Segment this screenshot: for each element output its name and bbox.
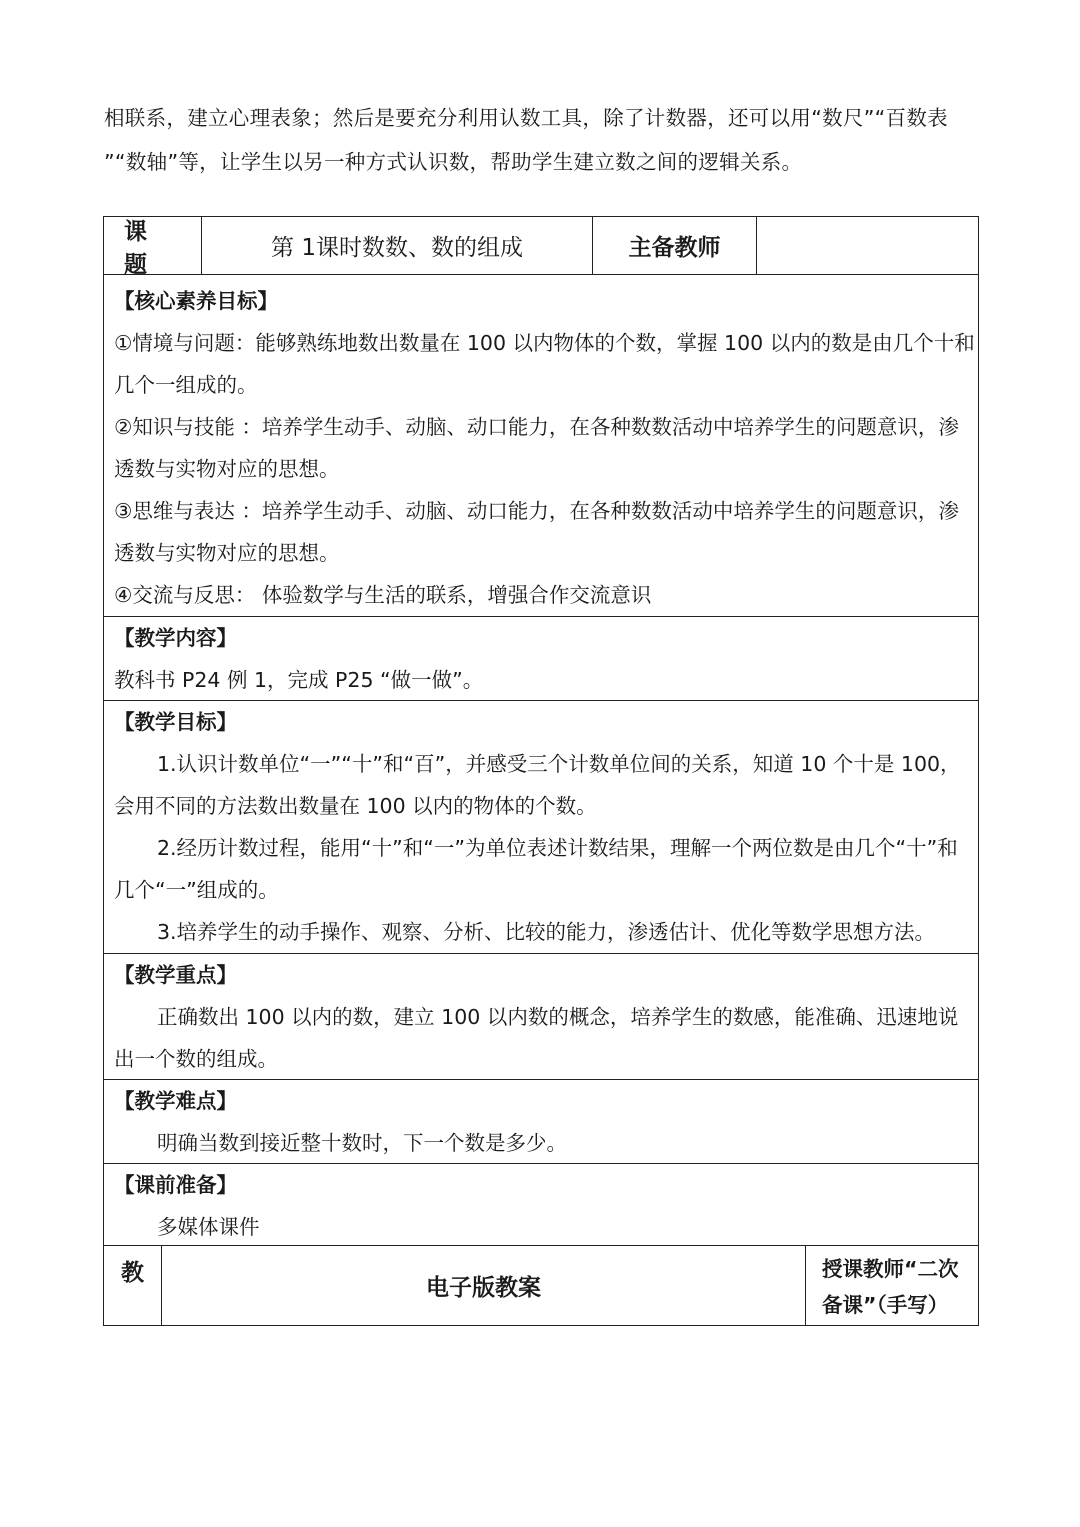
content-title: 【教学内容】 bbox=[114, 626, 237, 650]
intro-paragraph bbox=[104, 96, 984, 184]
core-goals-title: 【核心素养目标】 bbox=[114, 289, 278, 313]
key-points-section bbox=[104, 953, 978, 1079]
objective-item: 2.经历计数过程，能用“十”和“一”为单位表述计数结果，理解一个两位数是由几个“十”和几个“一”组成的。 bbox=[114, 836, 958, 902]
footer-handwritten-note bbox=[806, 1246, 978, 1325]
teacher-label: 主备教师 bbox=[593, 217, 757, 274]
header-row bbox=[104, 217, 978, 278]
core-goal-item: ②知识与技能 ：培养学生动手、动脑、动口能力，在各种数数活动中培养学生的问题意识，渗透数与实物对应的思想。 bbox=[114, 415, 959, 481]
preparation-text: 多媒体课件 bbox=[157, 1215, 260, 1239]
core-goals-section bbox=[104, 274, 978, 616]
core-goal-item: ④交流与反思： 体验数学与生活的联系，增强合作交流意识 bbox=[114, 583, 652, 607]
intro-line-1: 相联系，建立心理表象；然后是要充分利用认数工具，除了计数器，还可以用“数尺”“百数表 bbox=[104, 106, 948, 130]
footer-teach-label: 教 bbox=[104, 1246, 162, 1325]
core-goal-item: ③思维与表达 ：培养学生动手、动脑、动口能力，在各种数数活动中培养学生的问题意识，渗透数与实物对应的思想。 bbox=[114, 499, 959, 565]
footer-note-line-1: 授课教师“二次 bbox=[822, 1257, 959, 1281]
difficulties-text: 明确当数到接近整十数时，下一个数是多少。 bbox=[157, 1131, 567, 1155]
difficulties-title: 【教学难点】 bbox=[114, 1089, 237, 1113]
content-text: 教科书 P24 例 1，完成 P25 “做一做”。 bbox=[114, 668, 484, 692]
lesson-plan-table bbox=[103, 216, 979, 1326]
difficulties-section bbox=[104, 1079, 978, 1163]
content-section bbox=[104, 616, 978, 700]
topic-value: 第 1课时数数、数的组成 bbox=[202, 217, 593, 274]
preparation-section bbox=[104, 1163, 978, 1245]
objective-item: 3.培养学生的动手操作、观察、分析、比较的能力，渗透估计、优化等数学思想方法。 bbox=[157, 920, 936, 944]
topic-label: 课 题 bbox=[104, 217, 202, 274]
objectives-title: 【教学目标】 bbox=[114, 710, 237, 734]
preparation-title: 【课前准备】 bbox=[114, 1173, 237, 1197]
footer-row bbox=[104, 1245, 978, 1325]
key-points-text: 正确数出 100 以内的数，建立 100 以内数的概念，培养学生的数感，能准确、迅速地说出一个数的组成。 bbox=[114, 1005, 959, 1071]
footer-note-line-2: 备课”（手写） bbox=[822, 1293, 949, 1317]
footer-electronic-plan: 电子版教案 bbox=[162, 1246, 806, 1325]
intro-line-2: ”“数轴”等，让学生以另一种方式认识数，帮助学生建立数之间的逻辑关系。 bbox=[104, 150, 803, 174]
teacher-value bbox=[757, 217, 978, 274]
core-goal-item: ①情境与问题：能够熟练地数出数量在 100 以内物体的个数，掌握 100 以内的数是由几个十和几个一组成的。 bbox=[114, 331, 975, 397]
objectives-section bbox=[104, 700, 978, 953]
objective-item: 1.认识计数单位“一”“十”和“百”，并感受三个计数单位间的关系，知道 10 个十是 100，会用不同的方法数出数量在 100 以内的物体的个数。 bbox=[114, 752, 961, 818]
key-points-title: 【教学重点】 bbox=[114, 963, 237, 987]
